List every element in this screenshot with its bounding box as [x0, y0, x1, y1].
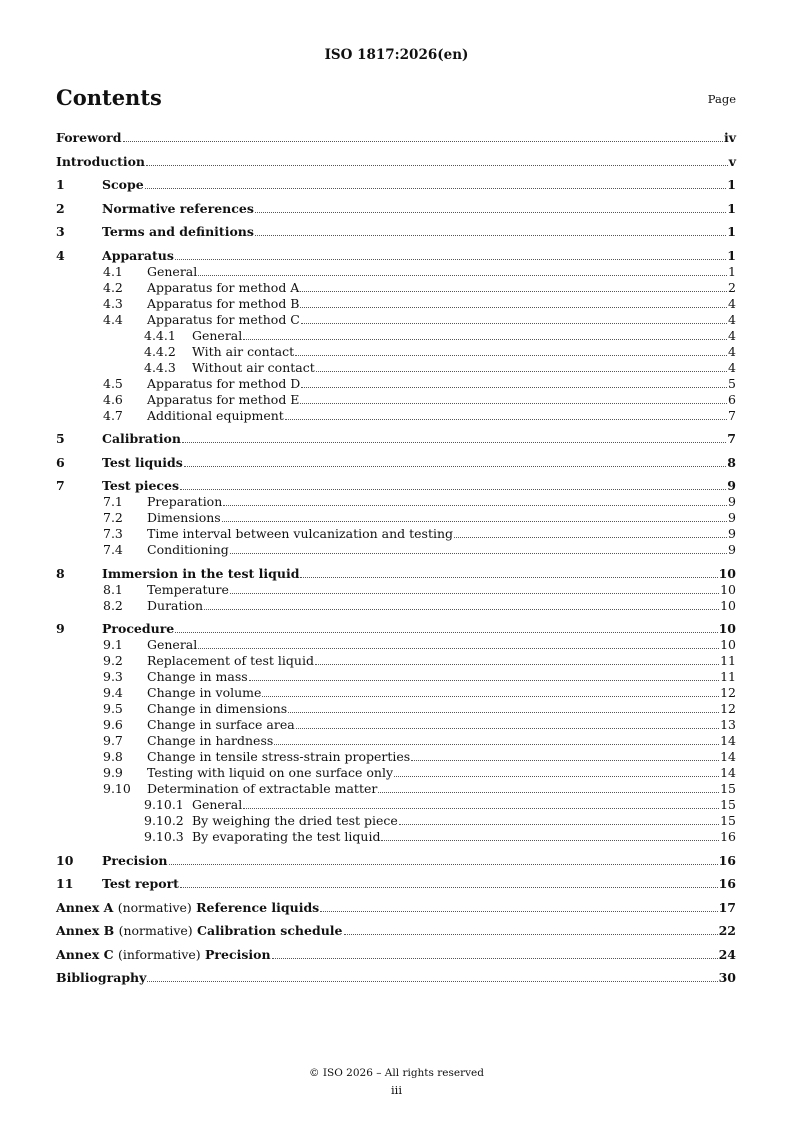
dot-leader	[145, 188, 727, 189]
table-of-contents	[56, 130, 736, 986]
toc-page-number: 4	[728, 311, 736, 327]
dot-leader	[378, 792, 719, 793]
dot-leader	[184, 466, 726, 467]
toc-entry[interactable]	[56, 853, 736, 869]
toc-page-number: 1	[728, 263, 736, 279]
toc-page-number: 4	[728, 295, 736, 311]
toc-entry-number: 11	[56, 876, 74, 891]
toc-entry-title: Change in dimensions	[147, 701, 288, 716]
toc-page-number: 14	[720, 749, 736, 764]
toc-entry[interactable]	[56, 431, 736, 447]
annex-label: Annex C	[56, 946, 114, 962]
toc-entry-title: Preparation	[147, 494, 223, 509]
toc-entry[interactable]	[56, 177, 736, 193]
toc-entry-title: Change in hardness	[147, 733, 274, 748]
toc-entry-title: Scope	[102, 177, 144, 192]
dot-leader	[300, 577, 717, 578]
toc-entry-title: Dimensions	[147, 510, 221, 525]
dot-leader	[198, 648, 719, 649]
dot-leader	[300, 291, 727, 292]
toc-entry[interactable]	[56, 947, 736, 963]
toc-entry-title: By weighing the dried test piece	[192, 813, 398, 828]
toc-entry-number: 7	[56, 478, 65, 493]
copyright-notice: © ISO 2026 – All rights reserved	[309, 1067, 484, 1079]
toc-entry[interactable]	[56, 328, 736, 344]
toc-entry-title: Apparatus	[102, 247, 174, 263]
dot-leader	[255, 235, 726, 236]
toc-entry-number: 8	[56, 565, 65, 581]
dot-leader	[399, 824, 719, 825]
toc-entry-title: Calibration	[102, 431, 181, 446]
toc-entry[interactable]	[56, 478, 736, 494]
toc-entry-number: 4.4.2	[144, 343, 176, 359]
toc-entry-number: 7.1	[103, 494, 123, 509]
toc-entry-number: 5	[56, 431, 65, 446]
toc-entry-title: Change in tensile stress-strain properties	[147, 749, 411, 764]
toc-page-number: 13	[720, 717, 736, 732]
toc-entry-number: 1	[56, 177, 65, 192]
toc-entry[interactable]	[56, 312, 736, 328]
dot-leader	[147, 981, 717, 982]
dot-leader	[230, 593, 719, 594]
page-column-label: Page	[707, 92, 736, 106]
toc-page-number: 15	[720, 781, 736, 796]
toc-entry[interactable]	[56, 653, 736, 669]
toc-page-number: 7	[727, 431, 736, 446]
toc-page-number: 4	[728, 359, 736, 375]
dot-leader	[243, 808, 719, 809]
toc-entry[interactable]	[56, 360, 736, 376]
toc-page-number: 14	[720, 765, 736, 780]
toc-entry-number: 8.1	[103, 581, 123, 597]
toc-entry-title: General	[147, 263, 198, 279]
toc-entry[interactable]	[56, 248, 736, 264]
dot-leader	[182, 442, 726, 443]
toc-page-number: 10	[720, 581, 736, 597]
toc-entry-number: 4.5	[103, 375, 123, 391]
toc-entry-number: 9.9	[103, 765, 123, 780]
toc-entry[interactable]	[56, 344, 736, 360]
toc-entry-number: 4.4.1	[144, 327, 176, 343]
toc-page-number: 11	[720, 653, 736, 668]
toc-entry-title: Replacement of test liquid	[147, 653, 314, 668]
toc-page-number: 1	[727, 224, 736, 239]
toc-entry[interactable]	[56, 598, 736, 614]
toc-entry-title: Foreword	[56, 130, 122, 145]
dot-leader	[243, 339, 727, 340]
dot-leader	[255, 212, 726, 213]
toc-entry-number: 7.3	[103, 526, 123, 541]
toc-entry-title: Test liquids	[102, 454, 183, 470]
dot-leader	[169, 864, 718, 865]
toc-entry-number: 9	[56, 621, 65, 636]
toc-entry-title: Introduction	[56, 153, 146, 169]
toc-page-number: 9	[727, 478, 736, 493]
toc-entry[interactable]	[56, 621, 736, 637]
dot-leader	[175, 259, 726, 260]
toc-page-number: 24	[718, 946, 736, 962]
toc-page-number: 9	[728, 510, 736, 525]
toc-entry-title: Apparatus for method A	[147, 279, 300, 295]
toc-entry[interactable]	[56, 264, 736, 280]
toc-entry[interactable]	[56, 542, 736, 558]
toc-entry-title: Bibliography	[56, 970, 147, 985]
annex-title: Reference liquids	[196, 899, 320, 915]
dot-leader	[230, 553, 727, 554]
toc-entry[interactable]	[56, 455, 736, 471]
toc-entry[interactable]	[56, 923, 736, 939]
toc-entry[interactable]	[56, 566, 736, 582]
toc-page-number: 10	[720, 597, 736, 613]
toc-page-number: 5	[728, 375, 736, 391]
toc-entry[interactable]	[56, 701, 736, 717]
toc-entry-number: 9.7	[103, 733, 123, 748]
toc-page-number: 7	[728, 407, 736, 423]
toc-entry[interactable]	[56, 637, 736, 653]
toc-entry-number: 10	[56, 852, 74, 868]
toc-page-number: 15	[720, 813, 736, 828]
toc-entry-number: 9.4	[103, 685, 123, 700]
dot-leader	[296, 728, 719, 729]
toc-page-number: 14	[720, 733, 736, 748]
toc-entry[interactable]	[56, 280, 736, 296]
toc-entry-number: 4	[56, 247, 65, 263]
toc-entry-title: Terms and definitions	[102, 224, 254, 239]
toc-entry[interactable]	[56, 154, 736, 170]
toc-page-number: 8	[727, 454, 736, 470]
toc-entry[interactable]	[56, 970, 736, 986]
toc-entry-title: Test pieces	[102, 478, 180, 493]
toc-page-number: 9	[728, 542, 736, 557]
toc-page-number: 16	[720, 829, 736, 844]
toc-entry-title: Apparatus for method E	[147, 391, 300, 407]
dot-leader	[146, 165, 728, 166]
dot-leader	[301, 387, 727, 388]
toc-page-number: 15	[720, 797, 736, 812]
toc-page-number: 9	[728, 526, 736, 541]
dot-leader	[300, 307, 727, 308]
toc-entry-number: 9.6	[103, 717, 123, 732]
toc-entry-number: 4.1	[103, 263, 123, 279]
toc-page-number: iv	[723, 130, 736, 145]
toc-annex-title	[56, 947, 271, 963]
toc-entry-number: 4.3	[103, 295, 123, 311]
toc-entry-title: Normative references	[102, 200, 254, 216]
toc-annex-title	[56, 900, 319, 916]
dot-leader	[123, 141, 723, 142]
toc-entry[interactable]	[56, 201, 736, 217]
toc-page-number: 1	[727, 247, 736, 263]
dot-leader	[411, 760, 719, 761]
annex-kind: (normative)	[118, 923, 193, 938]
page-number: iii	[390, 1083, 403, 1097]
toc-entry[interactable]	[56, 130, 736, 146]
toc-entry-title: Apparatus for method C	[147, 311, 300, 327]
toc-entry-number: 4.7	[103, 407, 123, 423]
annex-kind: (normative)	[117, 899, 192, 915]
toc-entry[interactable]	[56, 526, 736, 542]
toc-entry-number: 3	[56, 224, 65, 239]
dot-leader	[454, 537, 727, 538]
dot-leader	[222, 521, 727, 522]
toc-entry-title: Change in mass	[147, 669, 248, 684]
annex-title: Calibration schedule	[197, 923, 343, 938]
toc-entry-title: Without air contact	[192, 359, 315, 375]
toc-entry-title: With air contact	[192, 343, 295, 359]
annex-kind: (informative)	[117, 946, 201, 962]
annex-title: Precision	[205, 946, 271, 962]
toc-entry[interactable]	[56, 749, 736, 765]
toc-entry-number: 9.3	[103, 669, 123, 684]
dot-leader	[316, 371, 727, 372]
contents-heading: Contents	[56, 85, 162, 110]
dot-leader	[274, 744, 719, 745]
toc-page-number: 4	[728, 343, 736, 359]
toc-entry-title: General	[192, 797, 243, 812]
toc-entry-number: 9.1	[103, 637, 123, 652]
toc-entry-title: Apparatus for method B	[147, 295, 300, 311]
toc-page-number: 1	[727, 200, 736, 216]
annex-label: Annex B	[56, 923, 115, 938]
dot-leader	[175, 632, 717, 633]
toc-entry[interactable]	[56, 408, 736, 424]
toc-entry-number: 4.4.3	[144, 359, 176, 375]
toc-entry[interactable]	[56, 813, 736, 829]
toc-page-number: 16	[718, 852, 736, 868]
dot-leader	[300, 403, 727, 404]
toc-entry-title: Conditioning	[147, 542, 229, 557]
dot-leader	[262, 696, 719, 697]
toc-page-number: 16	[718, 876, 736, 891]
toc-page-number: 6	[728, 391, 736, 407]
toc-entry-number: 8.2	[103, 597, 123, 613]
toc-page-number: 10	[718, 621, 736, 636]
toc-page-number: v	[728, 153, 736, 169]
dot-leader	[320, 911, 717, 912]
dot-leader	[381, 840, 719, 841]
dot-leader	[180, 489, 726, 490]
toc-page-number: 12	[720, 685, 736, 700]
page-footer	[0, 1067, 793, 1097]
dot-leader	[288, 712, 719, 713]
toc-annex-title	[56, 923, 343, 939]
toc-entry[interactable]	[56, 582, 736, 598]
toc-page-number: 11	[720, 669, 736, 684]
toc-entry[interactable]	[56, 376, 736, 392]
toc-entry-title: Determination of extractable matter	[147, 781, 378, 796]
toc-entry-title: By evaporating the test liquid	[192, 829, 381, 844]
toc-entry-title: General	[192, 327, 243, 343]
dot-leader	[285, 419, 727, 420]
toc-entry-number: 2	[56, 200, 65, 216]
toc-entry-number: 9.2	[103, 653, 123, 668]
toc-entry-title: Change in surface area	[147, 717, 295, 732]
toc-page-number: 4	[728, 327, 736, 343]
toc-entry-title: Apparatus for method D	[147, 375, 301, 391]
toc-page-number: 30	[718, 970, 736, 985]
toc-entry-title: Duration	[147, 597, 204, 613]
dot-leader	[272, 958, 718, 959]
toc-entry-title: Procedure	[102, 621, 175, 636]
dot-leader	[204, 609, 719, 610]
toc-entry[interactable]	[56, 797, 736, 813]
toc-entry[interactable]	[56, 224, 736, 240]
toc-entry[interactable]	[56, 717, 736, 733]
toc-page-number: 9	[728, 494, 736, 509]
toc-entry-number: 9.10.1	[144, 797, 184, 812]
toc-entry[interactable]	[56, 876, 736, 892]
dot-leader	[394, 776, 719, 777]
toc-entry-title: Immersion in the test liquid	[102, 565, 300, 581]
toc-page-number: 1	[727, 177, 736, 192]
toc-entry[interactable]	[56, 685, 736, 701]
toc-entry-title: Temperature	[147, 581, 229, 597]
dot-leader	[301, 323, 727, 324]
toc-entry[interactable]	[56, 829, 736, 845]
toc-entry-title: Testing with liquid on one surface only	[147, 765, 394, 780]
toc-entry-number: 4.6	[103, 391, 123, 407]
toc-entry-number: 7.4	[103, 542, 123, 557]
toc-entry-number: 9.10.2	[144, 813, 184, 828]
toc-entry[interactable]	[56, 669, 736, 685]
toc-entry-number: 7.2	[103, 510, 123, 525]
dot-leader	[295, 355, 727, 356]
dot-leader	[249, 680, 719, 681]
annex-label: Annex A	[56, 899, 114, 915]
toc-entry-number: 6	[56, 454, 65, 470]
toc-page-number: 10	[718, 565, 736, 581]
toc-page-number: 12	[720, 701, 736, 716]
toc-entry-title: Test report	[102, 876, 179, 891]
toc-entry-number: 9.5	[103, 701, 123, 716]
toc-entry-title: General	[147, 637, 198, 652]
toc-entry-number: 4.2	[103, 279, 123, 295]
toc-entry[interactable]	[56, 781, 736, 797]
toc-entry-title: Additional equipment	[147, 407, 284, 423]
toc-entry[interactable]	[56, 733, 736, 749]
toc-entry-title: Time interval between vulcanization and testing	[147, 526, 454, 541]
toc-entry-title: Precision	[102, 852, 168, 868]
dot-leader	[180, 887, 718, 888]
toc-entry[interactable]	[56, 510, 736, 526]
dot-leader	[315, 664, 719, 665]
toc-entry-number: 9.10	[103, 781, 131, 796]
dot-leader	[223, 505, 727, 506]
toc-page-number: 10	[720, 637, 736, 652]
toc-entry[interactable]	[56, 900, 736, 916]
dot-leader	[344, 934, 718, 935]
dot-leader	[198, 275, 727, 276]
toc-entry[interactable]	[56, 494, 736, 510]
toc-page-number: 22	[718, 923, 736, 938]
document-id-header: ISO 1817:2026(en)	[324, 47, 469, 63]
toc-entry-number: 9.8	[103, 749, 123, 764]
toc-entry-number: 9.10.3	[144, 829, 184, 844]
toc-page-number: 17	[718, 899, 736, 915]
toc-entry[interactable]	[56, 296, 736, 312]
toc-entry[interactable]	[56, 392, 736, 408]
toc-page-number: 2	[728, 279, 736, 295]
toc-entry-number: 4.4	[103, 311, 123, 327]
toc-entry[interactable]	[56, 765, 736, 781]
toc-entry-title: Change in volume	[147, 685, 262, 700]
